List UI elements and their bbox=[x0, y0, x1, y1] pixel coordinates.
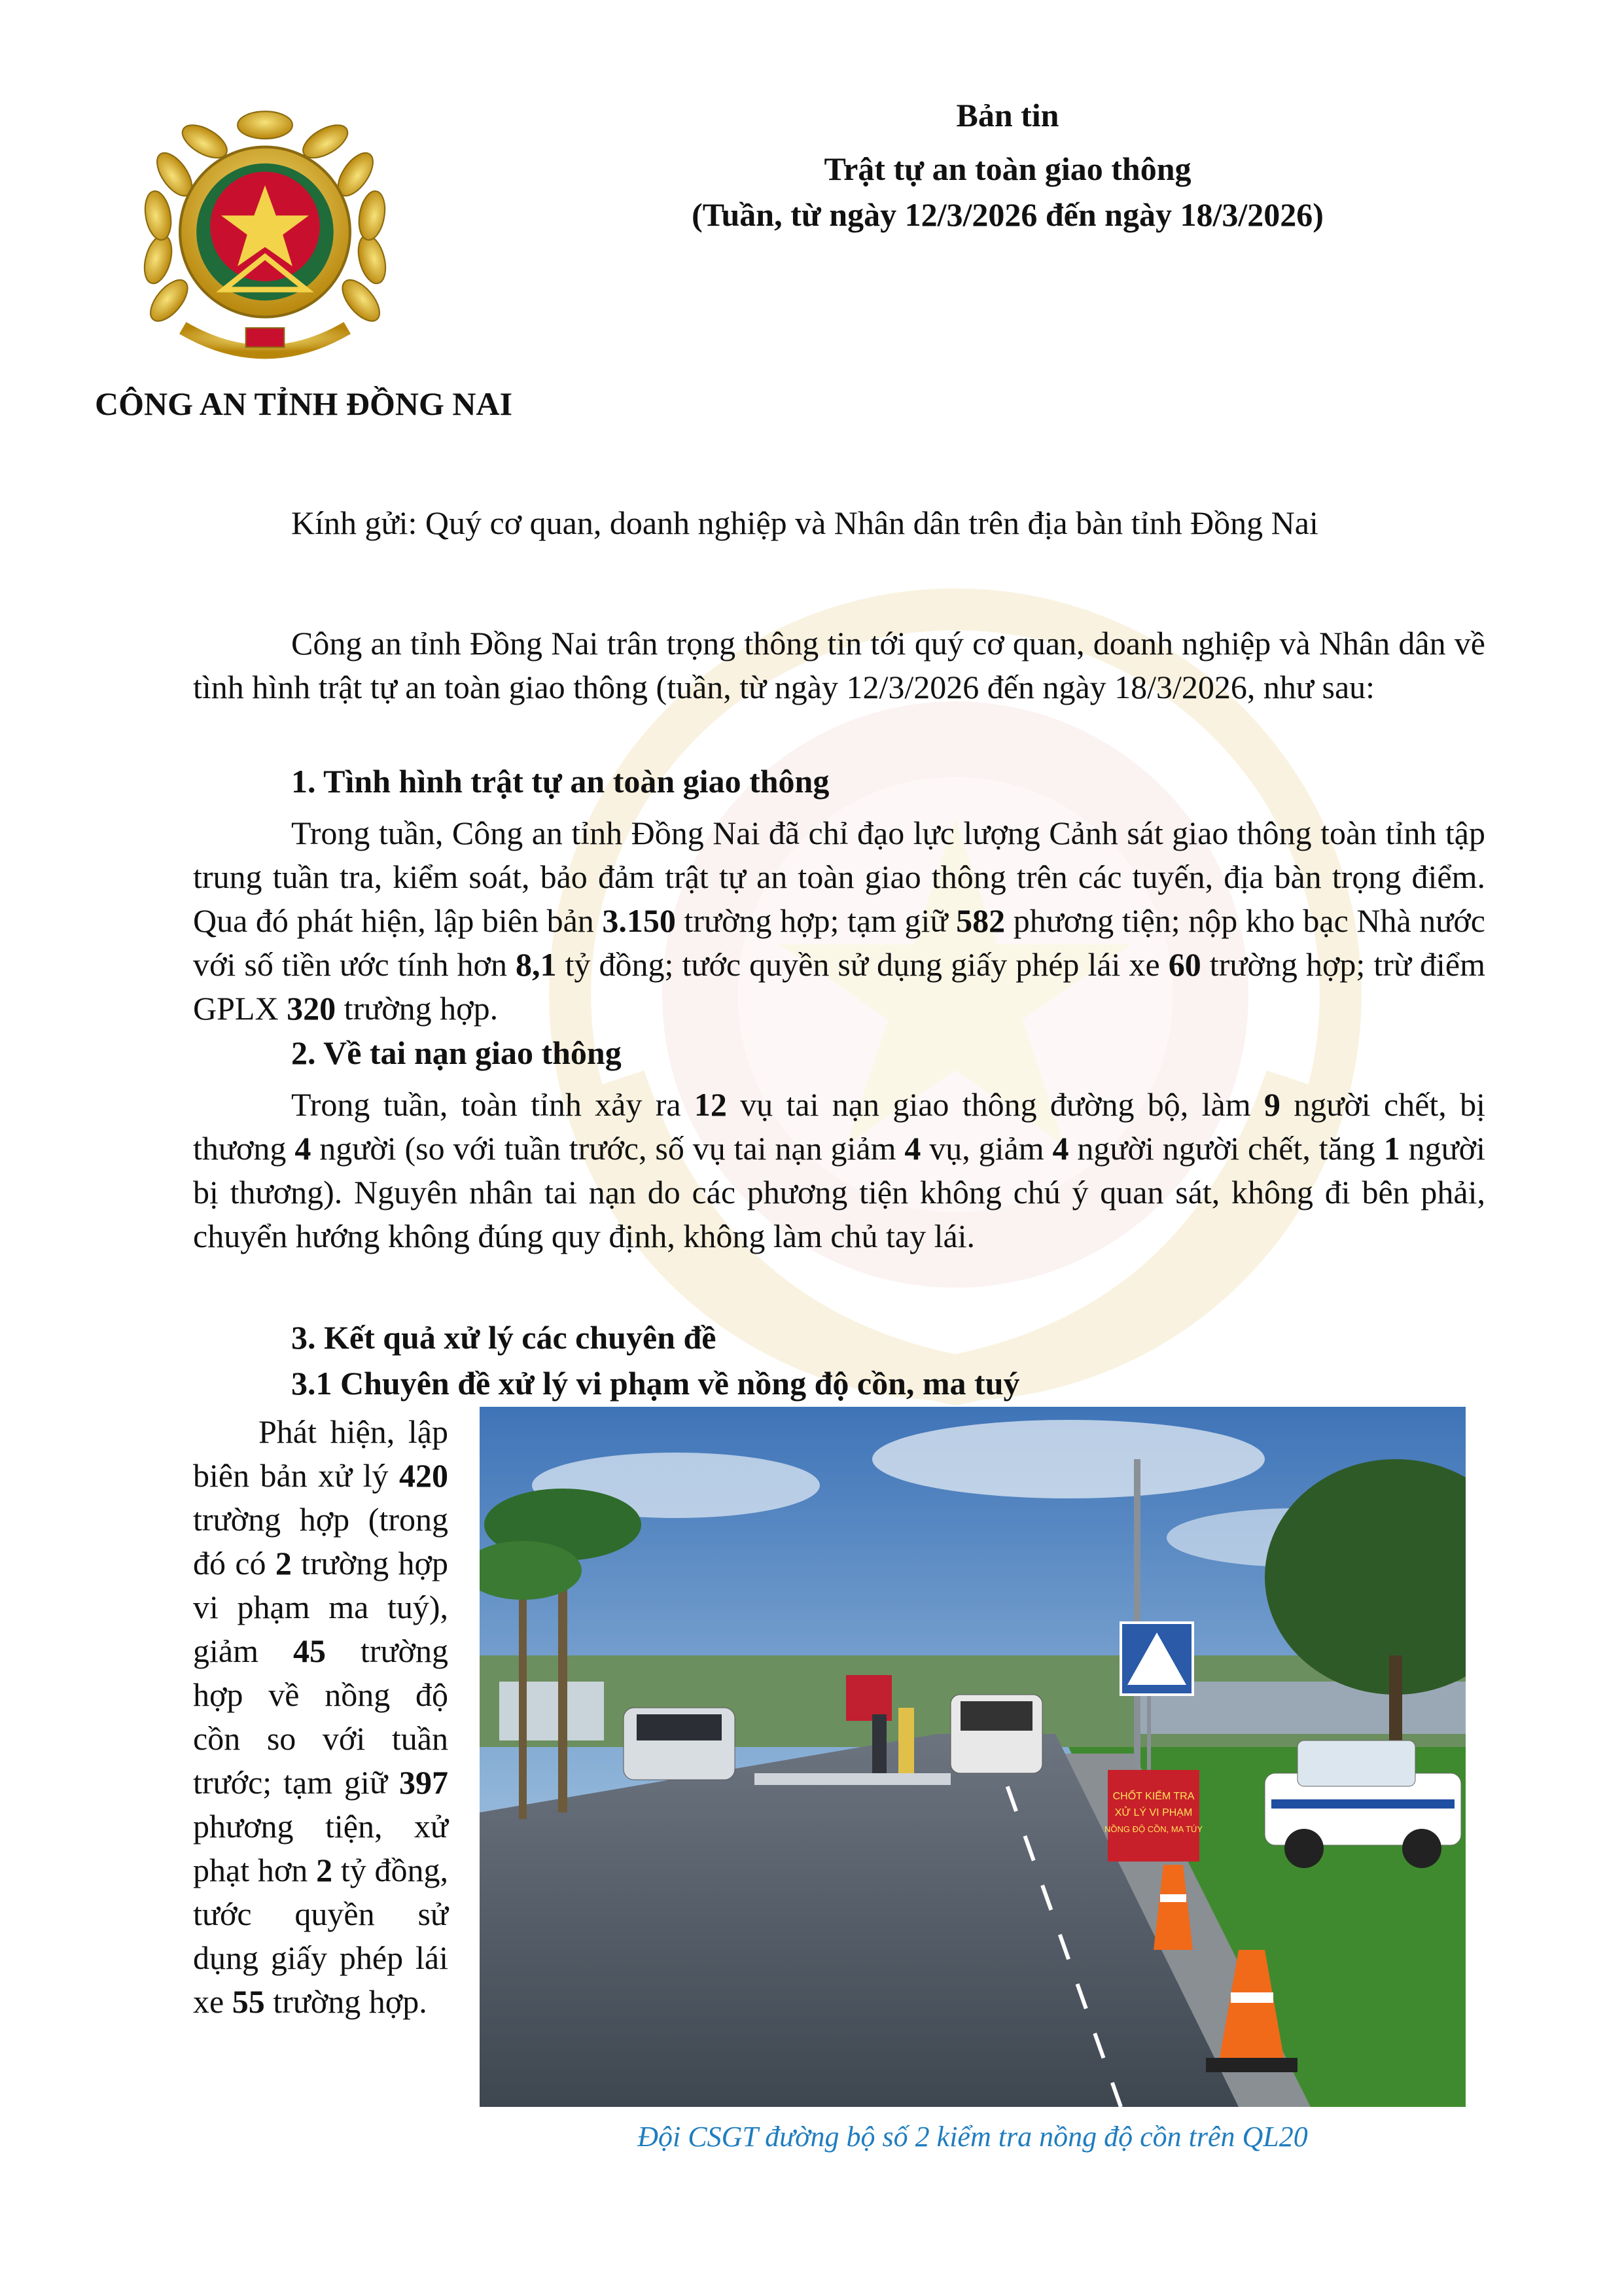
section-1-paragraph: Trong tuần, Công an tỉnh Đồng Nai đã chỉ đạo lực lượng Cảnh sát giao thông toàn tỉnh tập trung tuần tra, kiểm soát, bảo đảm trật tự an toàn giao thông trên các tuyến, địa bàn trọng điểm. Qua đó phát hiện, lập biên bản 3.150 trường hợp; tạm giữ 582 phương tiện; nộp kho bạc Nhà nước với số tiền ước tính hơn 8,1 tỷ đồng; tước quyền sử dụng giấy phép lái xe 60 trường hợp; trừ điểm GPLX 320 trường hợp. bbox=[193, 815, 1485, 1027]
checkpoint-sign-text: CHỐT KIỂM TRA bbox=[1112, 1791, 1195, 1802]
police-emblem-logo bbox=[128, 95, 402, 383]
section-3-1-paragraph: Phát hiện, lập biên bản xử lý 420 trường hợp (trong đó có 2 trường hợp vi phạm ma tuý), giảm 45 trường hợp về nồng độ cồn so với tuần trước; tạm giữ 397 phương tiện, xử phạt hơn 2 tỷ đồng, tước quyền sử dụng giấy phép lái xe 55 trường hợp. bbox=[193, 1413, 448, 2020]
section-2-heading: 2. Về tai nạn giao thông bbox=[291, 1034, 622, 1071]
bulletin-period: (Tuần, từ ngày 12/3/2026 đến ngày 18/3/2026) bbox=[692, 196, 1324, 233]
organization-name: CÔNG AN TỈNH ĐỒNG NAI bbox=[95, 385, 513, 422]
svg-text:XỬ LÝ VI PHẠM: XỬ LÝ VI PHẠM bbox=[1114, 1807, 1193, 1818]
section-3-1-heading: 3.1 Chuyên đề xử lý vi phạm về nồng độ cồn, ma tuý bbox=[291, 1365, 1020, 1402]
bulletin-title: Trật tự an toàn giao thông bbox=[824, 150, 1192, 187]
intro-paragraph: Công an tỉnh Đồng Nai trân trọng thông tin tới quý cơ quan, doanh nghiệp và Nhân dân về tình hình trật tự an toàn giao thông (tuần, từ ngày 12/3/2026 đến ngày 18/3/2026, như sau: bbox=[193, 625, 1485, 705]
bulletin-label: Bản tin bbox=[956, 97, 1059, 133]
photo-caption: Đội CSGT đường bộ số 2 kiểm tra nồng độ cồn trên QL20 bbox=[637, 2121, 1308, 2153]
checkpoint-photo bbox=[480, 1407, 1466, 2107]
section-1-heading: 1. Tình hình trật tự an toàn giao thông bbox=[291, 763, 830, 800]
section-3-heading: 3. Kết quả xử lý các chuyên đề bbox=[291, 1319, 716, 1356]
salutation: Kính gửi: Quý cơ quan, doanh nghiệp và Nhân dân trên địa bàn tỉnh Đồng Nai bbox=[291, 504, 1318, 541]
section-2-paragraph: Trong tuần, toàn tỉnh xảy ra 12 vụ tai nạn giao thông đường bộ, làm 9 người chết, bị thương 4 người (so với tuần trước, số vụ tai nạn giảm 4 vụ, giảm 4 người người chết, tăng 1 người bị thương). Nguyên nhân tai nạn do các phương tiện không chú ý quan sát, không đi bên phải, chuyển hướng không đúng quy định, không làm chủ tay lái. bbox=[193, 1086, 1486, 1254]
svg-text:NỒNG ĐỘ CỒN, MA TÚY: NỒNG ĐỘ CỒN, MA TÚY bbox=[1104, 1824, 1203, 1834]
